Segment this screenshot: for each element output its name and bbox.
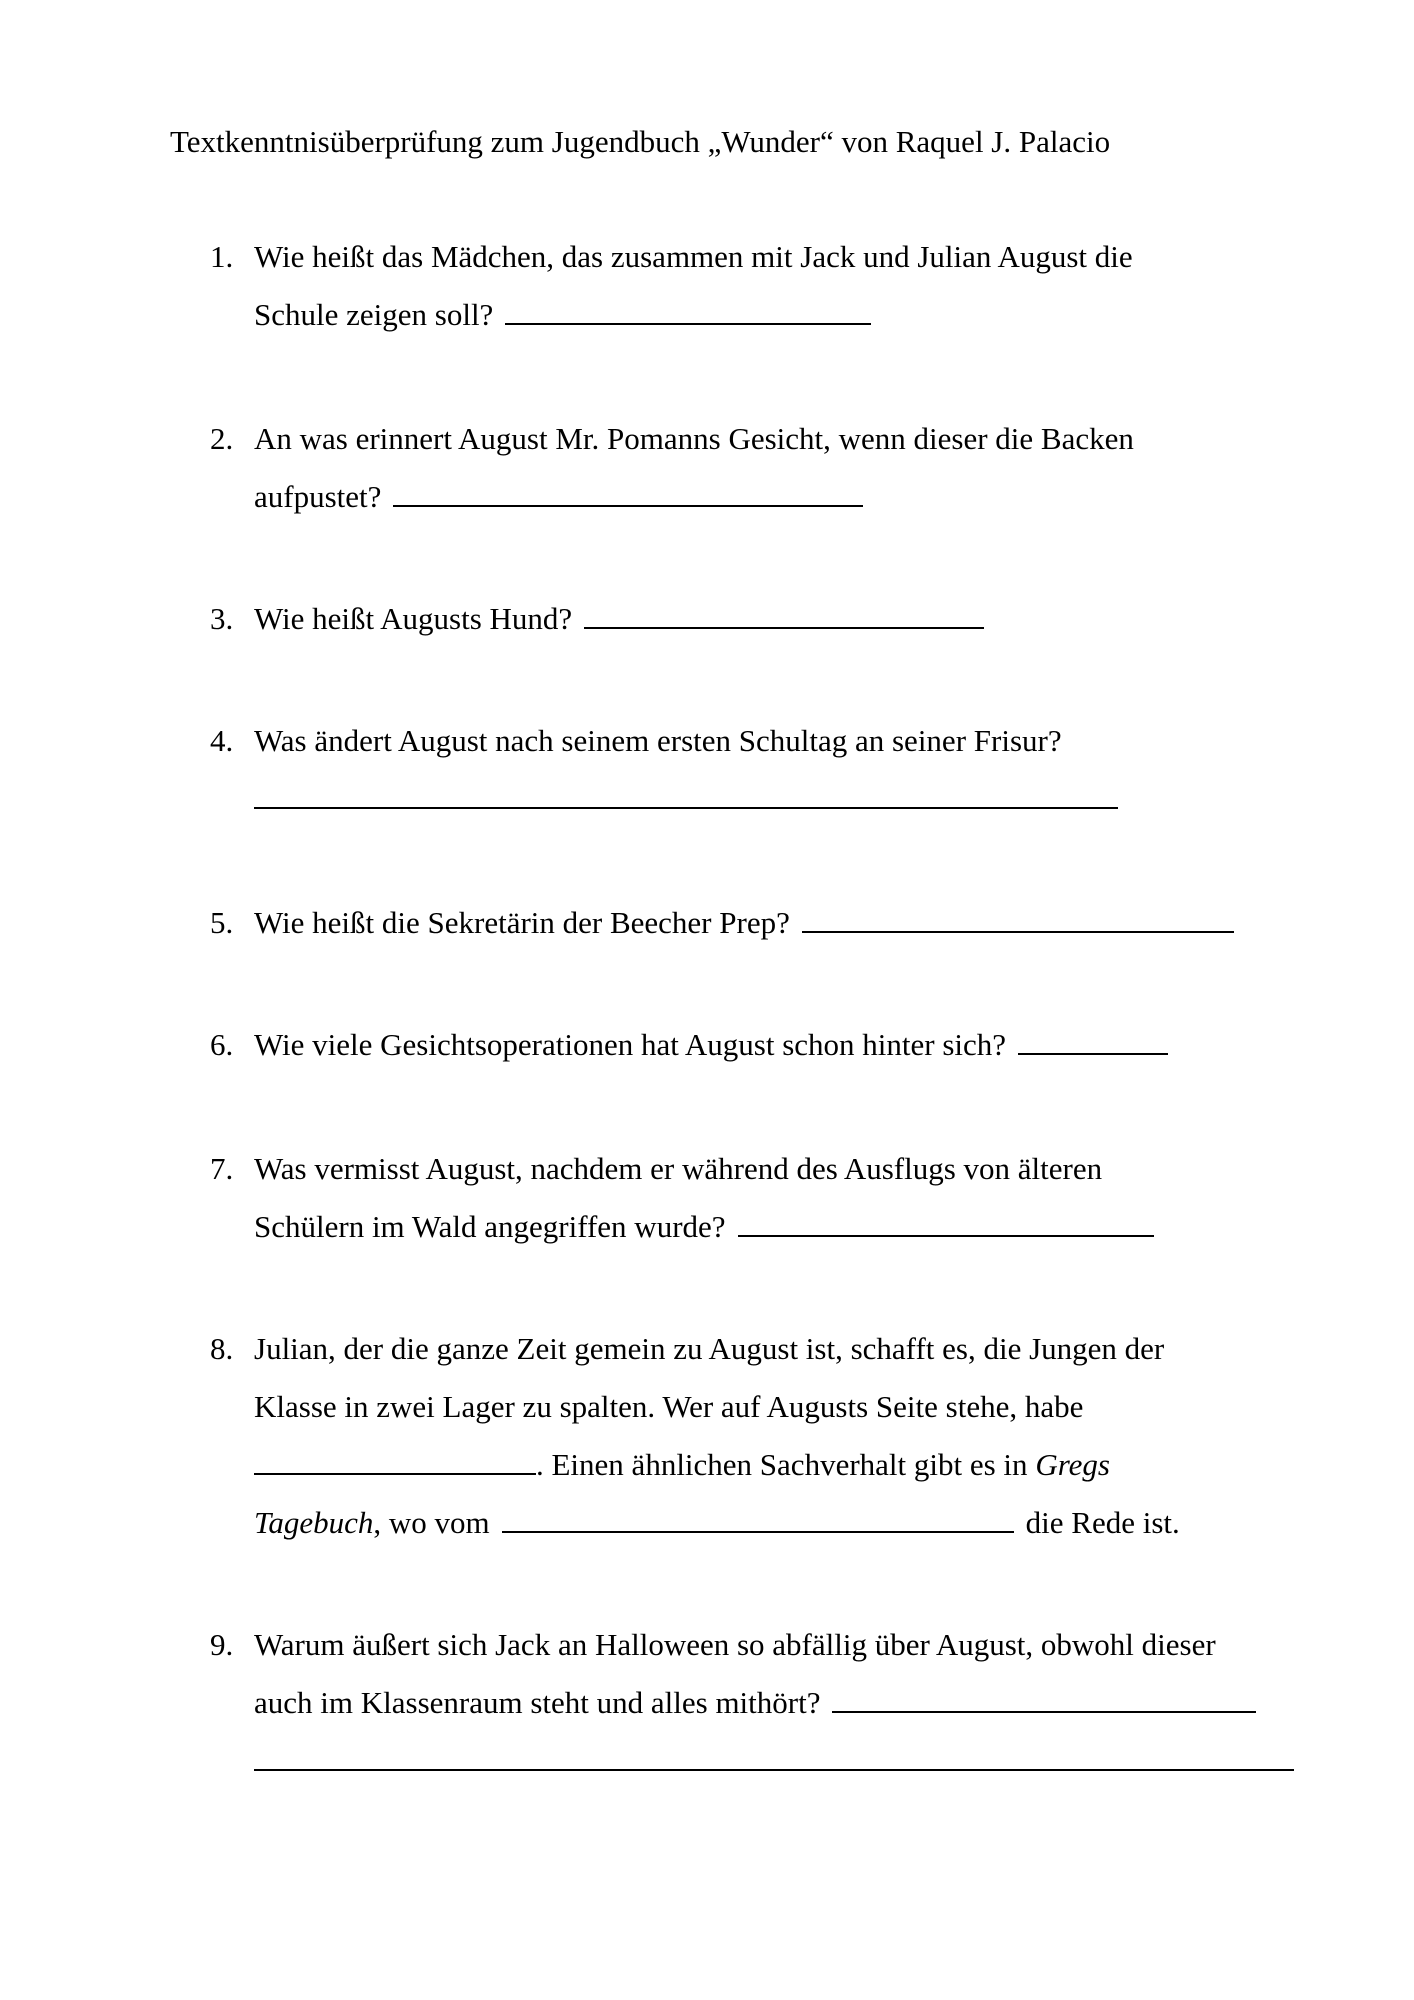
question-line-text: die Rede ist. (1025, 1505, 1180, 1540)
answer-blank[interactable] (502, 1501, 1014, 1533)
answer-blank[interactable] (738, 1205, 1154, 1237)
question-line (254, 1674, 1294, 1732)
question-line-text: . Einen ähnlichen Sachverhalt gibt es in (536, 1447, 1028, 1482)
question-number: 3. (210, 601, 234, 636)
question-line-text: Wie viele Gesichtsoperationen hat August schon hinter sich? (254, 1027, 1007, 1062)
question-number: 7. (210, 1151, 234, 1186)
question-line-text: Schule zeigen soll? (254, 297, 494, 332)
worksheet-title: Textkenntnisüberprüfung zum Jugendbuch „Wunder“ von Raquel J. Palacio (170, 124, 1111, 159)
question-text (254, 712, 1118, 828)
question-number: 5. (210, 905, 234, 940)
question-text (254, 590, 984, 648)
question-number: 8. (210, 1331, 234, 1366)
question-number: 6. (210, 1027, 234, 1062)
question-line: Was ändert August nach seinem ersten Schultag an seiner Frisur? (254, 723, 1062, 758)
answer-blank[interactable] (832, 1681, 1256, 1713)
question-line: Warum äußert sich Jack an Halloween so abfällig über August, obwohl dieser (254, 1627, 1216, 1662)
question-line (254, 1494, 1180, 1552)
question-line (254, 1436, 1180, 1494)
answer-blank[interactable] (254, 777, 1118, 809)
question-number: 9. (210, 1627, 234, 1662)
question-line: Klasse in zwei Lager zu spalten. Wer auf Augusts Seite stehe, habe (254, 1389, 1084, 1424)
question-text (254, 228, 1133, 344)
question-line (254, 590, 984, 648)
question-text (254, 1016, 1168, 1074)
question-line (254, 286, 1133, 344)
book-title-italic: Tagebuch (254, 1505, 374, 1540)
question-line (254, 770, 1118, 828)
question-line-text: Wie heißt Augusts Hund? (254, 601, 573, 636)
question-text (254, 1320, 1180, 1552)
question-line (254, 1732, 1294, 1790)
question-line-text: Schülern im Wald angegriffen wurde? (254, 1209, 726, 1244)
question-line (254, 1016, 1168, 1074)
question-line: Wie heißt das Mädchen, das zusammen mit Jack und Julian August die (254, 239, 1133, 274)
question-line (254, 1198, 1154, 1256)
question-text (254, 1616, 1294, 1790)
answer-blank[interactable] (393, 475, 863, 507)
answer-blank[interactable] (254, 1443, 536, 1475)
question-number: 2. (210, 421, 234, 456)
answer-blank[interactable] (505, 293, 871, 325)
answer-blank[interactable] (802, 901, 1234, 933)
question-line-text: aufpustet? (254, 479, 382, 514)
question-text (254, 1140, 1154, 1256)
question-number: 4. (210, 723, 234, 758)
question-line: Was vermisst August, nachdem er während des Ausflugs von älteren (254, 1151, 1103, 1186)
answer-blank[interactable] (254, 1739, 1294, 1771)
question-line-text: auch im Klassenraum steht und alles mithört? (254, 1685, 821, 1720)
answer-blank[interactable] (1018, 1023, 1168, 1055)
question-line (254, 894, 1234, 952)
question-line-text: , wo vom (373, 1505, 490, 1540)
question-line-text: Wie heißt die Sekretärin der Beecher Prep? (254, 905, 790, 940)
question-text (254, 410, 1134, 526)
question-line (254, 468, 1134, 526)
question-text (254, 894, 1234, 952)
answer-blank[interactable] (584, 597, 984, 629)
book-title-italic: Gregs (1035, 1447, 1110, 1482)
question-line: An was erinnert August Mr. Pomanns Gesicht, wenn dieser die Backen (254, 421, 1134, 456)
question-line: Julian, der die ganze Zeit gemein zu August ist, schafft es, die Jungen der (254, 1331, 1165, 1366)
question-number: 1. (210, 239, 234, 274)
